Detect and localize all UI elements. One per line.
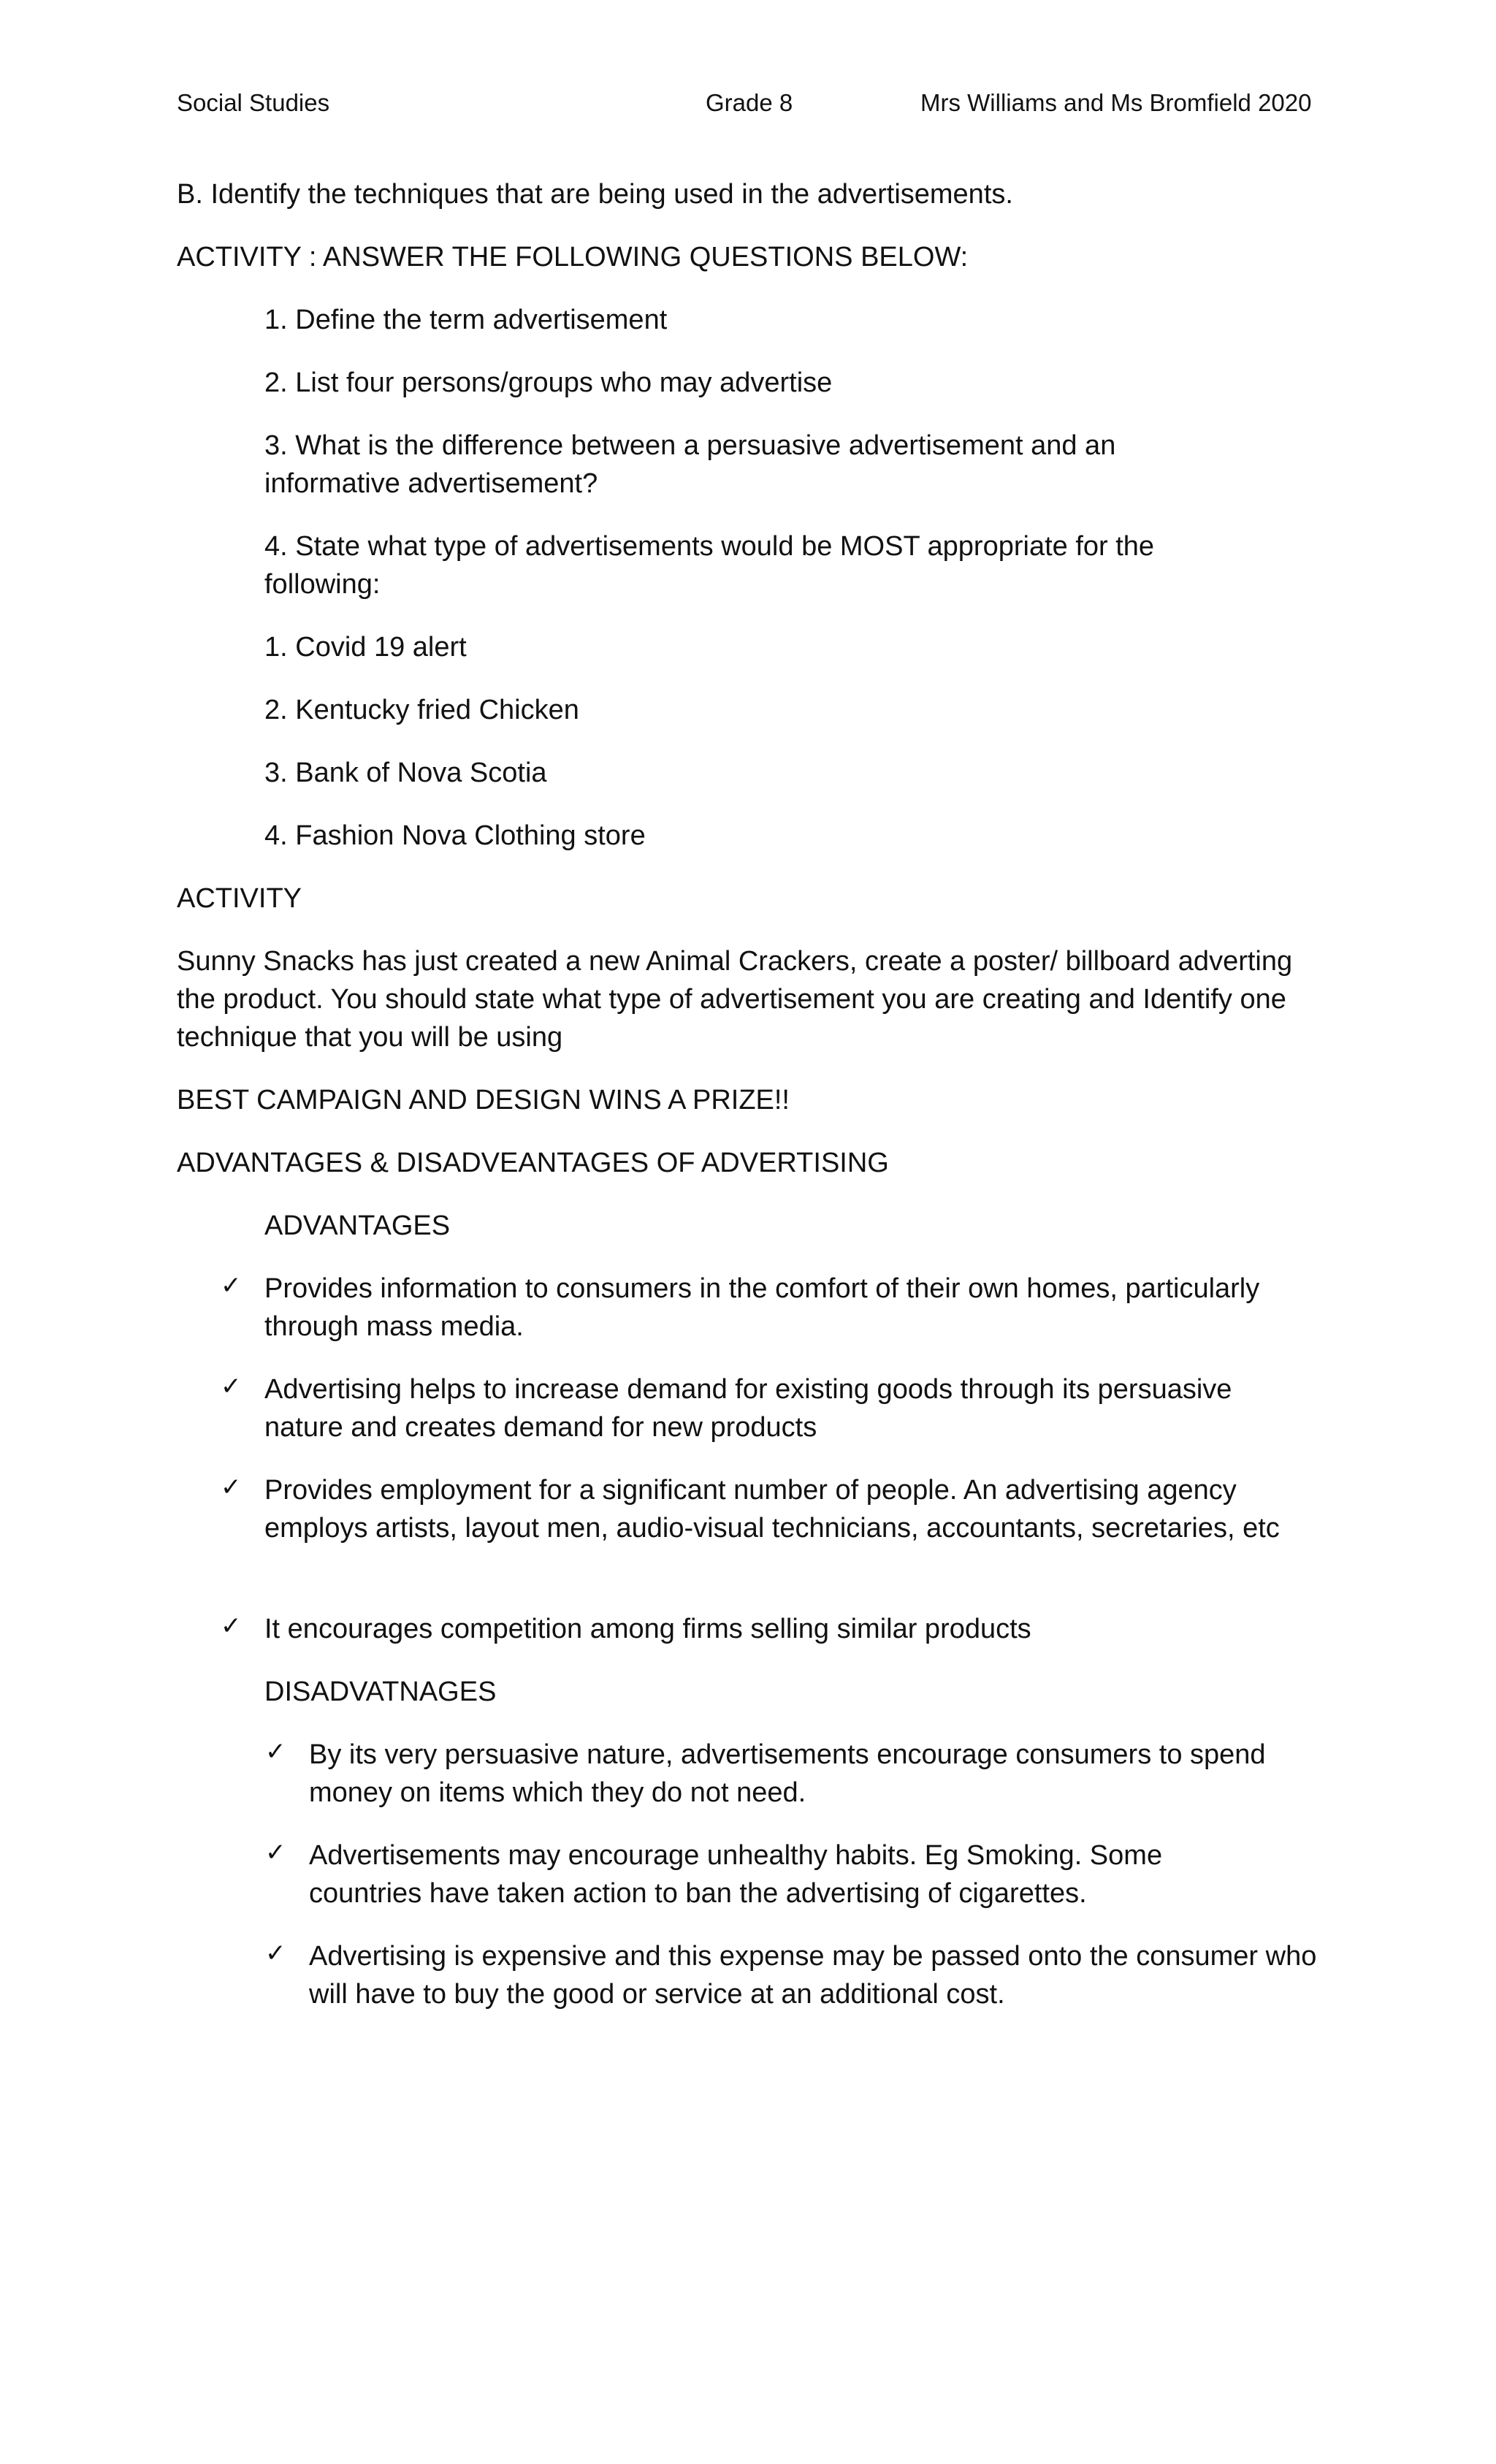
header-teachers: Mrs Williams and Ms Bromfield 2020 — [920, 89, 1312, 116]
check-icon: ✓ — [221, 1611, 242, 1641]
subitem-4: 4. Fashion Nova Clothing store — [264, 820, 646, 851]
question-4: 4. State what type of advertisements would be MOST appropriate for the following: — [264, 531, 1155, 600]
question-2: 2. List four persons/groups who may advertise — [264, 367, 833, 398]
subitem-2: 2. Kentucky fried Chicken — [264, 695, 579, 725]
advantages-label: ADVANTAGES — [264, 1210, 451, 1241]
check-icon: ✓ — [265, 1939, 286, 1968]
check-icon: ✓ — [265, 1737, 286, 1766]
advantage-2: Advertising helps to increase demand for existing goods through its persuasive nature and creates demand for new products — [264, 1374, 1232, 1443]
check-icon: ✓ — [221, 1372, 242, 1401]
check-icon: ✓ — [265, 1838, 286, 1867]
disadvantage-2: Advertisements may encourage unhealthy habits. Eg Smoking. Some countries have taken action to ban the advertising of cigarettes. — [309, 1840, 1163, 1909]
activity2-heading: ACTIVITY — [177, 883, 302, 914]
check-icon: ✓ — [221, 1473, 242, 1502]
header-grade: Grade 8 — [706, 89, 793, 116]
question-3: 3. What is the difference between a persuasive advertisement and an informative advertisement? — [264, 430, 1116, 499]
activity-heading: ACTIVITY : ANSWER THE FOLLOWING QUESTIONS BELOW: — [177, 242, 969, 272]
disadvantage-3: Advertising is expensive and this expense may be passed onto the consumer who will have to buy the good or service at an additional cost. — [309, 1941, 1317, 2010]
adv-section-heading: ADVANTAGES & DISADVEANTAGES OF ADVERTISING — [177, 1148, 889, 1178]
header-subject: Social Studies — [177, 89, 330, 116]
subitem-3: 3. Bank of Nova Scotia — [264, 758, 547, 788]
prize-note: BEST CAMPAIGN AND DESIGN WINS A PRIZE!! — [177, 1085, 790, 1115]
question-1: 1. Define the term advertisement — [264, 305, 668, 335]
check-icon: ✓ — [221, 1271, 242, 1300]
activity2-body: Sunny Snacks has just created a new Animal Crackers, create a poster/ billboard adverting the product. You should state what type of advertisement you are creating and Identify one technique that you will be using — [177, 946, 1293, 1053]
disadvantage-1: By its very persuasive nature, advertisements encourage consumers to spend money on items which they do not need. — [309, 1739, 1266, 1808]
disadvantages-label: DISADVATNAGES — [264, 1677, 497, 1707]
advantage-3: Provides employment for a significant number of people. An advertising agency employs artists, layout men, audio-visual technicians, accountants, secretaries, etc — [264, 1475, 1280, 1544]
subitem-1: 1. Covid 19 alert — [264, 632, 467, 663]
advantage-1: Provides information to consumers in the comfort of their own homes, particularly through mass media. — [264, 1273, 1260, 1342]
advantage-4: It encourages competition among firms selling similar products — [264, 1614, 1031, 1644]
intro-instruction: B. Identify the techniques that are being used in the advertisements. — [177, 179, 1013, 210]
